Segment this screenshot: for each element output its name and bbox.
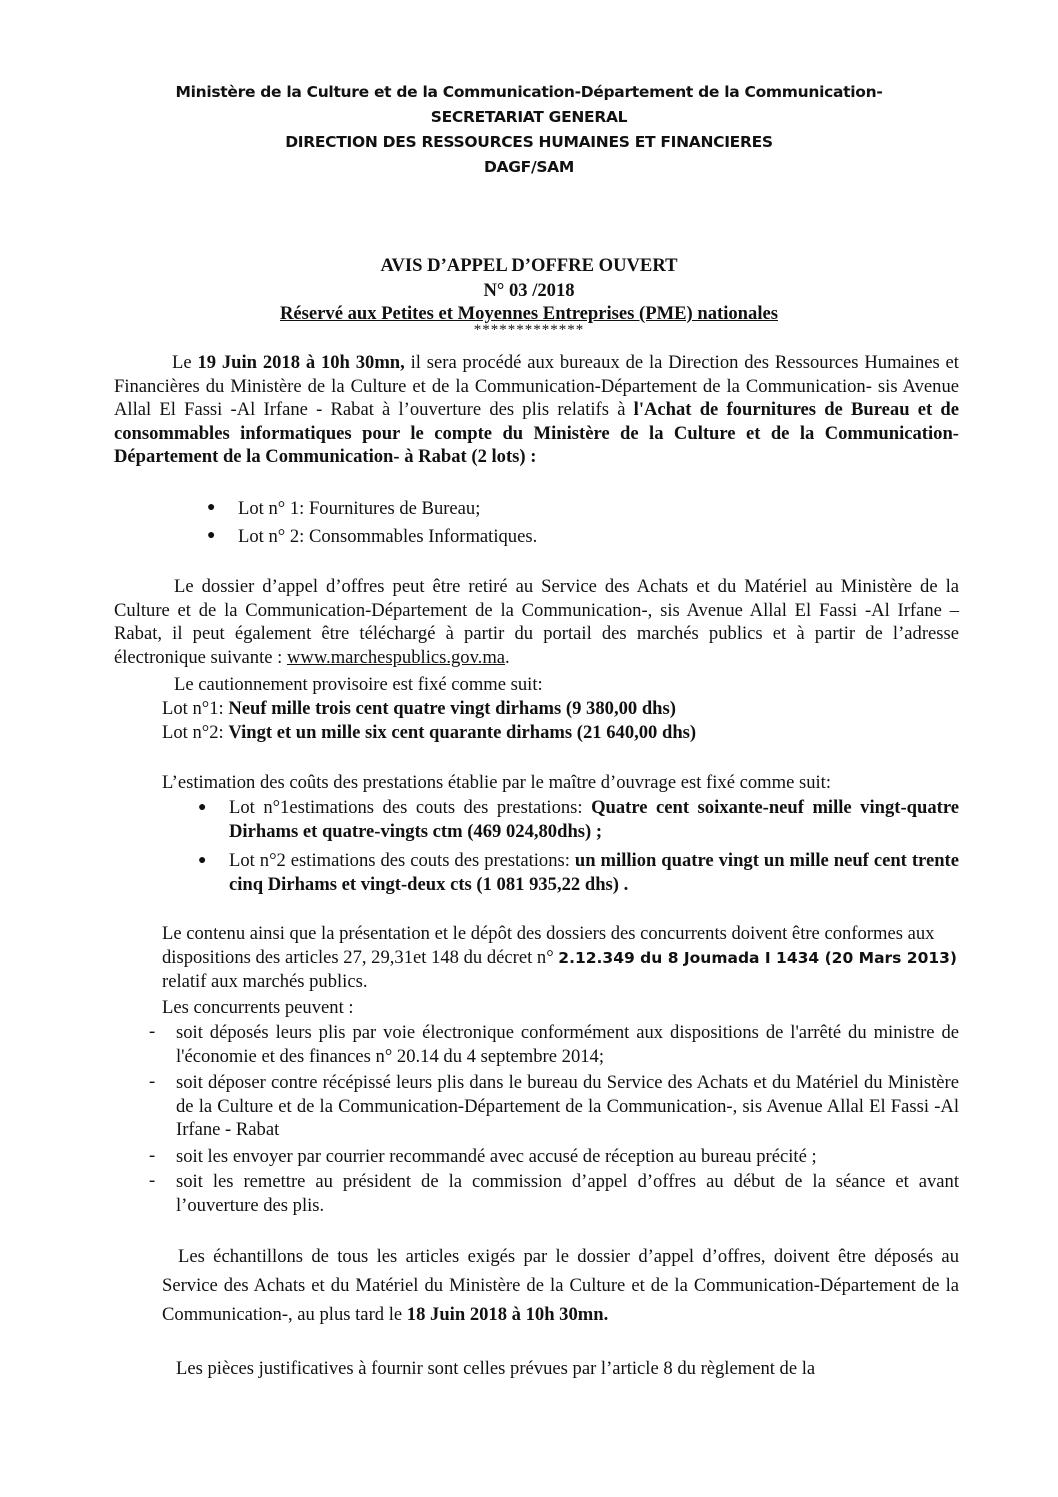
decree-reference: 2.12.349 du 8 Joumada I 1434 (20 Mars 2013) <box>558 948 958 967</box>
echantillons-paragraph: Les échantillons de tous les articles exigés par le dossier d’appel d’offres, doivent être déposés au Service des Achats et du Matériel du Ministère de la Culture et de la Communication-Département de la Communication-, au plus tard le 18 Juin 2018 à 10h 30mn. <box>162 1246 959 1325</box>
notice-title: AVIS D’APPEL D’OFFRE OUVERT <box>380 255 678 276</box>
samples-deadline: 18 Juin 2018 à 10h 30mn. <box>406 1304 609 1325</box>
intro-paragraph: Le 19 Juin 2018 à 10h 30mn, il sera procédé aux bureaux de la Direction des Ressources Humaines et Financières du Ministère de la Culture et de la Communication-Département de la Communication- sis Avenue Allal El Fassi -Al Irfane - Rabat à l’ouverture des plis relatifs à l'Achat de fournitures de Bureau et de consommables informatiques pour le compte du Ministère de la Culture et de la Communication-Département de la Communication- à Rabat (2 lots) : <box>114 352 960 467</box>
bullet-icon: ● <box>207 528 216 543</box>
estimation-intro: L’estimation des coûts des prestations établie par le maître d’ouvrage est fixé comme suit: <box>162 772 832 793</box>
option-item: soit déposer contre récépissé leurs plis dans le bureau du Service des Achats et du Matériel du Ministère de la Culture et de la Communication-Département de la Communication-, sis Avenue Allal El Fassi -Al Irfane - Rabat <box>176 1072 959 1140</box>
lot-item: Lot n° 1: Fournitures de Bureau; <box>238 498 481 519</box>
service-code: DAGF/SAM <box>483 158 575 176</box>
contenu-paragraph: Le contenu ainsi que la présentation et le dépôt des dossiers des concurrents doivent être conformes aux dispositions des articles 27, 29,31et 148 du décret n° 2.12.349 du 8 Joumada I 1434 (20 Mars 2013) relatif aux marchés publics. <box>162 923 958 992</box>
dash-marker: - <box>149 1170 156 1191</box>
dossier-paragraph: Le dossier d’appel d’offres peut être retiré au Service des Achats et du Matériel au Ministère de la Culture et de la Communication-Département de la Communication-, sis Avenue Allal El Fassi -Al Irfane – Rabat, il peut également être téléchargé à partir du portail des marchés publics et à partir de l’adresse électronique suivante : www.marchespublics.gov.ma. <box>114 576 959 668</box>
bullet-icon: ● <box>198 800 207 815</box>
concurrents-intro: Les concurrents peuvent : <box>162 997 354 1018</box>
pieces-line: Les pièces justificatives à fournir sont celles prévues par l’article 8 du règlement de la <box>176 1358 816 1379</box>
option-item: soit les envoyer par courrier recommandé avec accusé de réception au bureau précité ; <box>176 1146 817 1167</box>
caution-intro: Le cautionnement provisoire est fixé comme suit: <box>174 674 543 695</box>
option-item: soit déposés leurs plis par voie électronique conformément aux dispositions de l'arrêté du ministre de l'économie et des finances n° 20.14 du 4 septembre 2014; <box>176 1022 959 1067</box>
option-item: soit les remettre au président de la commission d’appel d’offres au début de la séance et avant l’ouverture des plis. <box>176 1171 959 1216</box>
dash-marker: - <box>149 1021 156 1042</box>
direction-line: DIRECTION DES RESSOURCES HUMAINES ET FINANCIERES <box>285 133 773 151</box>
caution-lot2: Lot n°2: Vingt et un mille six cent quarante dirhams (21 640,00 dhs) <box>162 722 697 743</box>
secretariat-line: SECRETARIAT GENERAL <box>430 108 628 126</box>
bullet-icon: ● <box>198 853 207 868</box>
caution-lot1: Lot n°1: Neuf mille trois cent quatre vingt dirhams (9 380,00 dhs) <box>162 698 676 719</box>
opening-date: 19 Juin 2018 à 10h 30mn, <box>197 352 405 373</box>
tender-object: l'Achat de fournitures de Bureau et de consommables informatiques pour le compte du Ministère de la Culture et de la Communication-Département de la Communication- à Rabat (2 lots) : <box>114 399 960 467</box>
dash-marker: - <box>149 1145 156 1166</box>
lot-item: Lot n° 2: Consommables Informatiques. <box>238 526 538 547</box>
estimation-lot1: Lot n°1estimations des couts des prestations: Quatre cent soixante-neuf mille vingt-quatre Dirhams et quatre-vingts ctm (469 024,80dhs) ; <box>229 797 959 842</box>
estimation-lot2: Lot n°2 estimations des couts des prestations: un million quatre vingt un mille neuf cent trente cinq Dirhams et vingt-deux cts (1 081 935,22 dhs) . <box>229 850 959 895</box>
bullet-icon: ● <box>207 500 216 515</box>
dash-marker: - <box>149 1071 156 1092</box>
notice-number: N° 03 /2018 <box>483 280 575 301</box>
stars-divider: ************* <box>473 322 585 338</box>
portal-link[interactable]: www.marchespublics.gov.ma <box>286 646 506 668</box>
ministry-line: Ministère de la Culture et de la Communication-Département de la Communication- <box>175 83 883 101</box>
notice-subtitle: Réservé aux Petites et Moyennes Entreprises (PME) nationales <box>280 303 778 324</box>
